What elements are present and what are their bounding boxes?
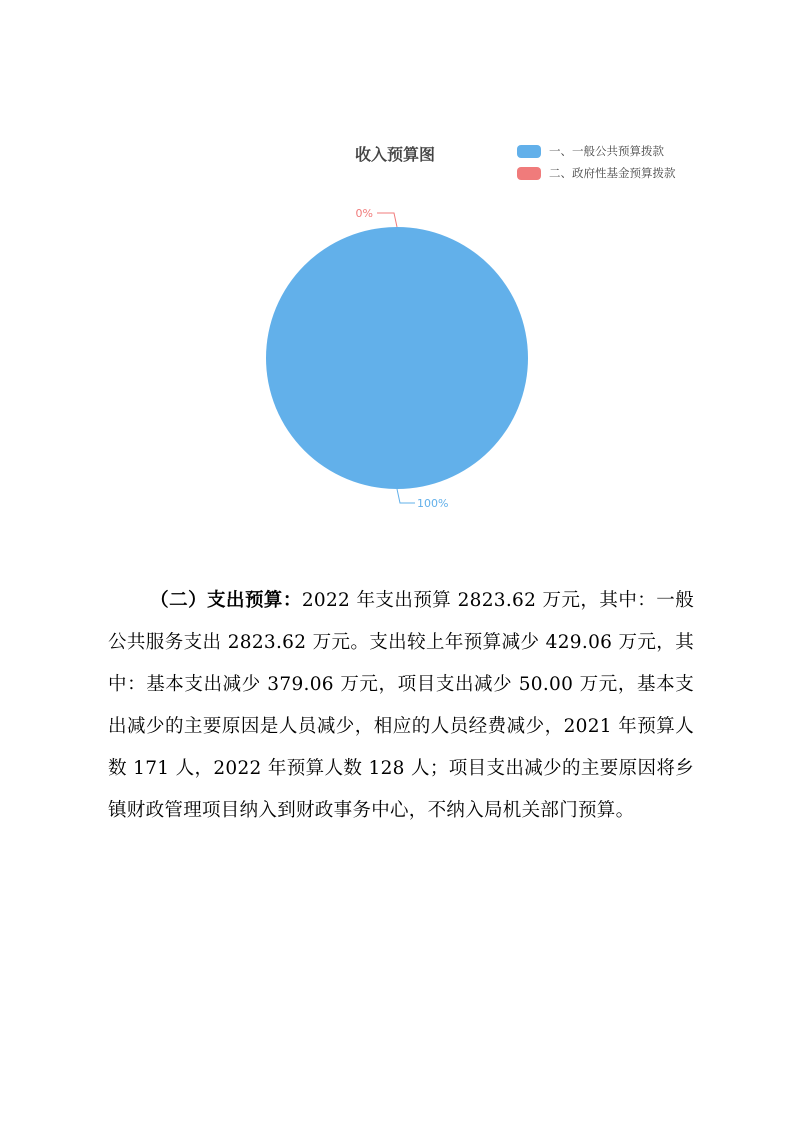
pie-chart xyxy=(250,130,720,530)
slice-label: 100% xyxy=(417,497,449,510)
section-heading: （二）支出预算： xyxy=(150,590,302,611)
leader-line xyxy=(377,213,397,227)
legend-label: 二、政府性基金预算拨款 xyxy=(549,166,676,180)
legend-label: 一、一般公共预算拨款 xyxy=(549,144,664,158)
body-paragraph xyxy=(108,580,694,832)
pie-slice[interactable] xyxy=(266,227,528,489)
paragraph-text: 2022 年支出预算 2823.62 万元，其中：一般公共服务支出 2823.62 万元。支出较上年预算减少 429.06 万元，其中：基本支出减少 379.06 万元，项目支出减少 50.00 万元，基本支出减少的主要原因是人员减少，相应的人员经费减少，2021 年预算人数 171 人，2022 年预算人数 128 人；项目支出减少的主要原因将乡镇财政管理项目纳入到财政事务中心，不纳入局机关部门预算。 xyxy=(108,590,695,821)
slice-label: 0% xyxy=(355,207,373,220)
chart-title: 收入预算图 xyxy=(355,145,436,164)
leader-line xyxy=(397,489,415,503)
pie-svg xyxy=(250,130,720,530)
